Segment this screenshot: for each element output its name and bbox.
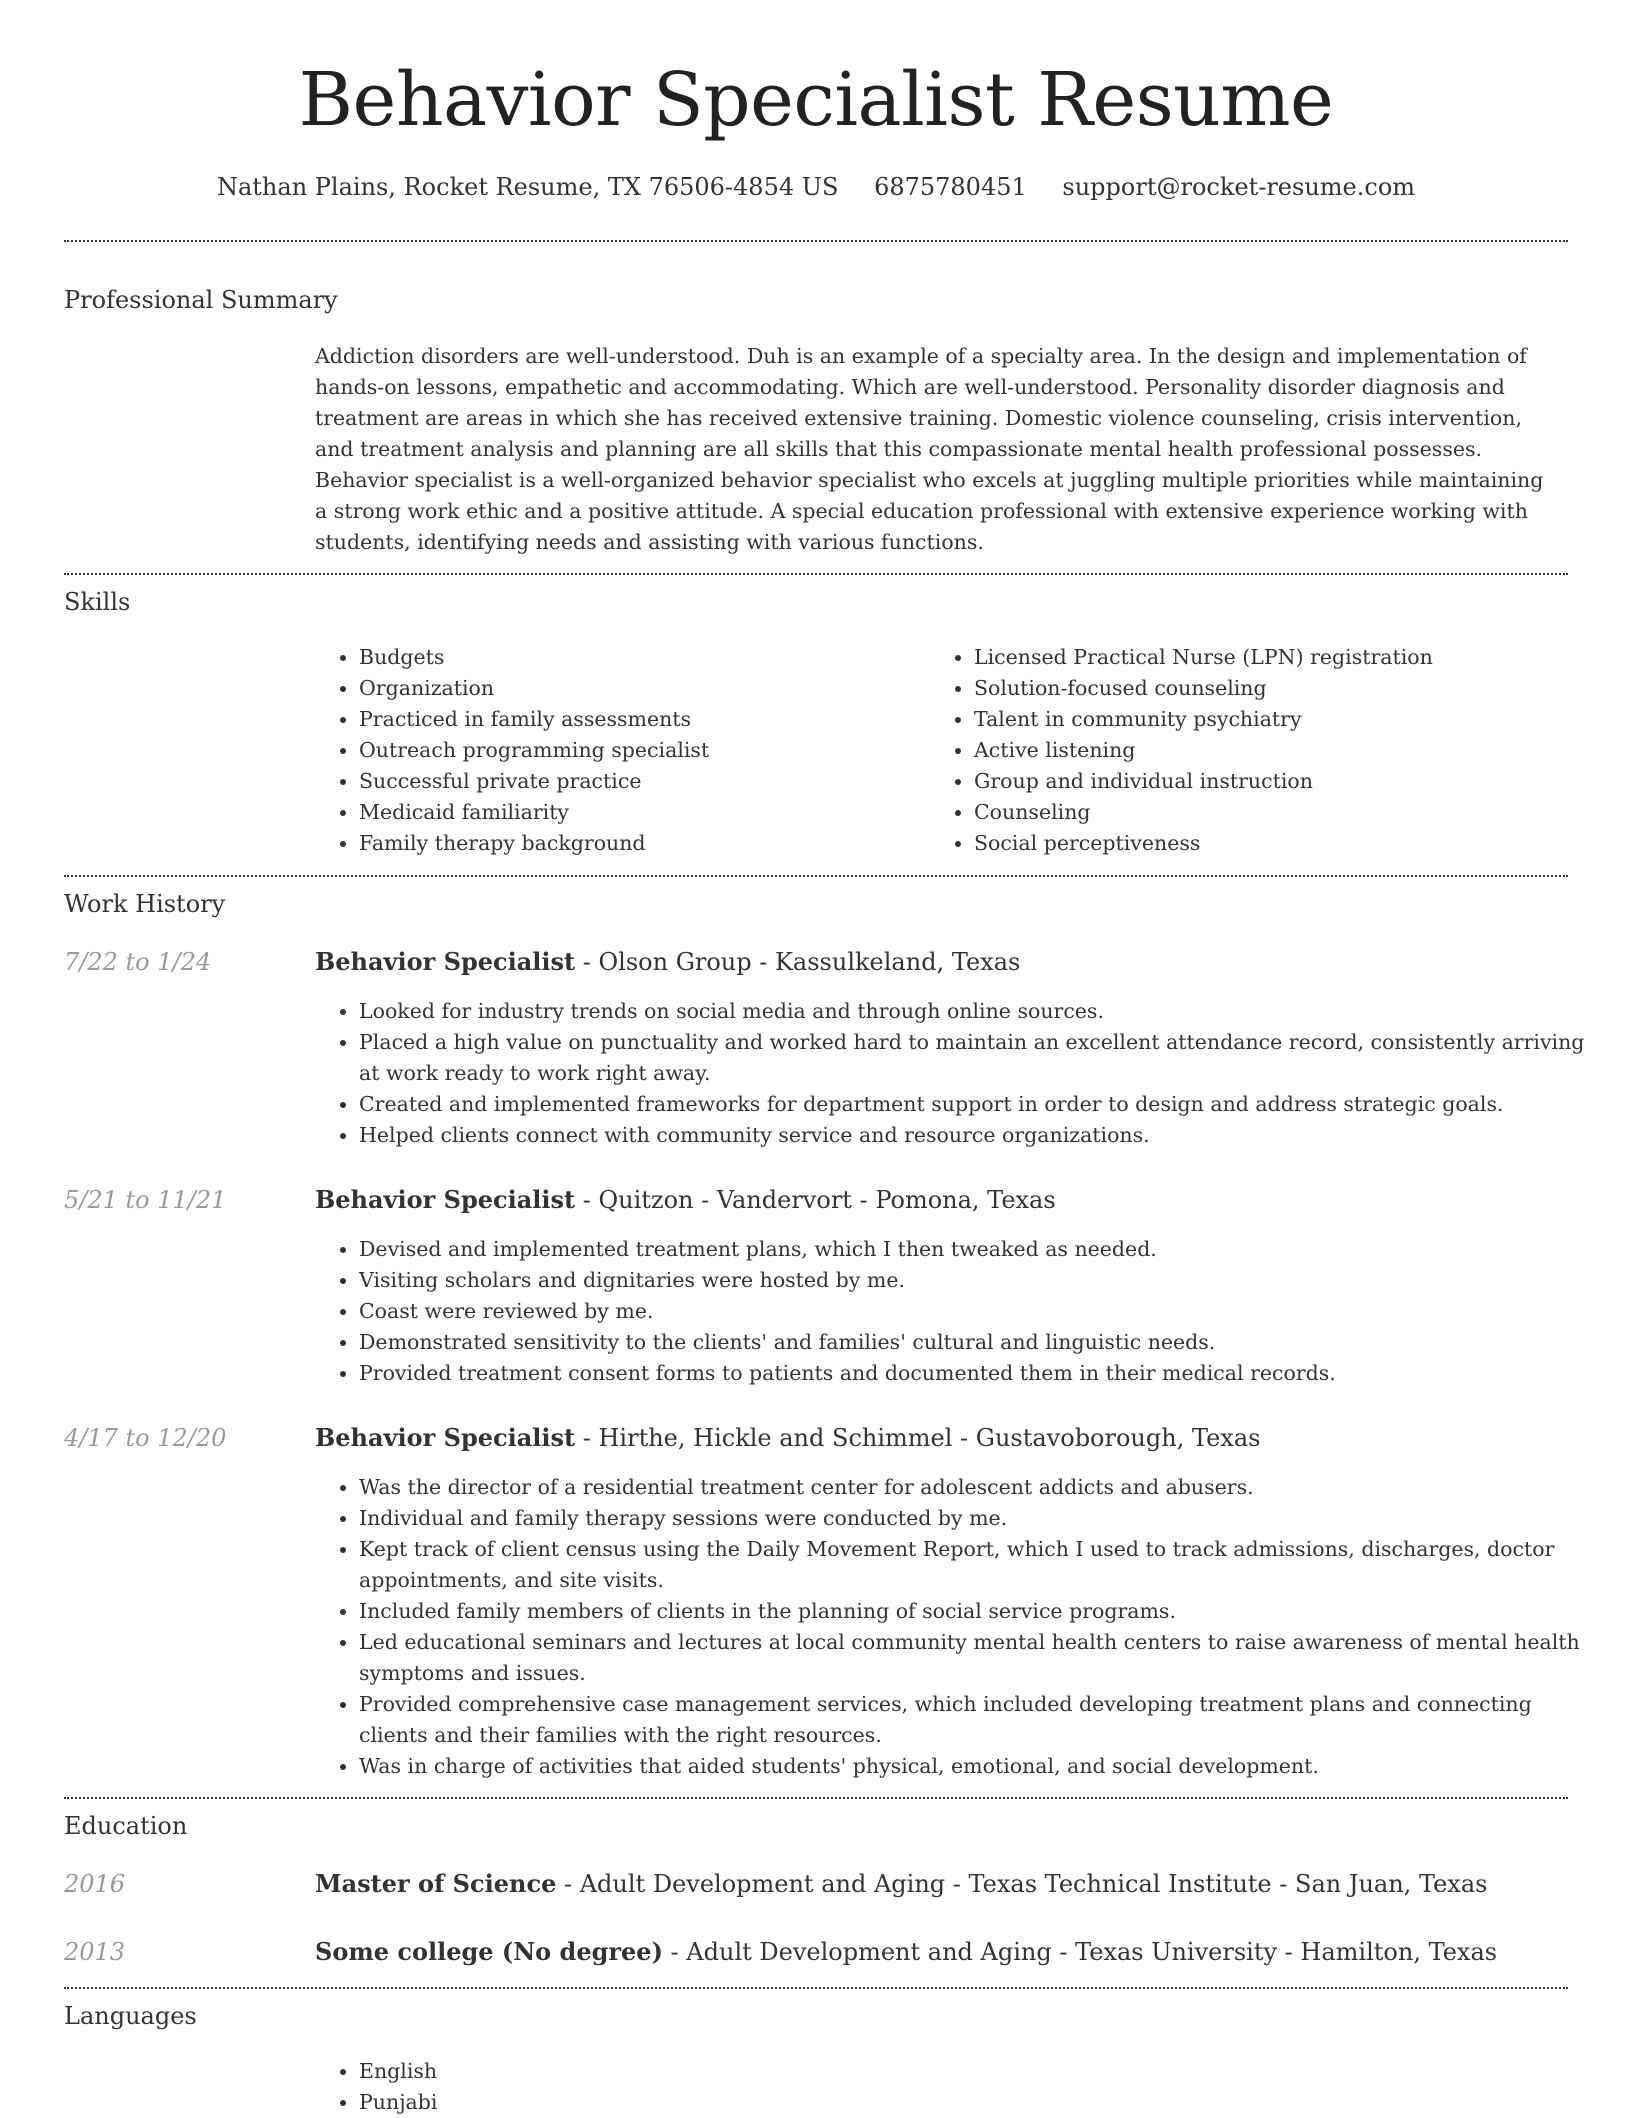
separator: - [751,948,775,976]
education-location: San Juan, Texas [1295,1870,1488,1898]
education-school: Texas Technical Institute [968,1870,1272,1898]
language-item: • English [359,2056,959,2087]
job-bullet: • Individual and family therapy sessions were conducted by me. [359,1503,1591,1534]
separator: - [575,1424,599,1452]
work-heading: Work History [64,890,226,918]
education-location: Hamilton, Texas [1300,1938,1498,1966]
separator: - [575,1186,599,1214]
skill-item: • Counseling [974,797,1594,828]
skill-item: • Successful private practice [359,766,919,797]
job-title [315,945,1020,979]
contact-address: Nathan Plains, Rocket Resume, TX 76506-4854 US [216,173,839,201]
separator: - [556,1870,580,1898]
section-divider [64,240,1568,242]
separator: - [952,1424,976,1452]
skill-item: • Family therapy background [359,828,919,859]
summary-text: Addiction disorders are well-understood. Duh is an example of a specialty area. In the design and implementation of hands-on lessons, empathetic and accommodating. Which are well-understood. Personality disorder diagnosis and treatment are areas in which she has received extensive training. Domestic violence counseling, crisis intervention, and treatment analysis and planning are all skills that this compassionate mental health professional possesses. Behavior specialist is a well-organized behavior specialist who excels at juggling multiple priorities while maintaining a strong work ethic and a positive attitude. A special education professional with extensive experience working with students, identifying needs and assisting with various functions. [315,344,1544,554]
education-year: 2016 [64,1870,126,1898]
contact-line [0,170,1632,204]
job-bullet: • Provided comprehensive case management services, which included developing treatment plans and connecting clients and their families with the right resources. [359,1689,1591,1751]
skill-item: • Solution-focused counseling [974,673,1594,704]
job-position: Behavior Specialist [315,947,576,976]
job-position: Behavior Specialist [315,1423,576,1452]
job-bullet: • Helped clients connect with community service and resource organizations. [359,1120,1591,1151]
skill-item: • Medicaid familiarity [359,797,919,828]
separator: - [945,1870,969,1898]
job-bullet: • Led educational seminars and lectures at local community mental health centers to raise awareness of mental health symptoms and issues. [359,1627,1591,1689]
job-bullet: • Was the director of a residential treatment center for adolescent addicts and abusers. [359,1472,1591,1503]
job-bullets [315,996,1591,1151]
resume-title: Behavior Specialist Resume [298,57,1334,143]
job-dates: 7/22 to 1/24 [64,948,212,976]
skill-item: • Talent in community psychiatry [974,704,1594,735]
separator: - [1271,1870,1295,1898]
job-company: Hirthe, Hickle and Schimmel [598,1424,953,1452]
languages-list [315,2056,959,2118]
education-degree: Some college (No degree) [315,1937,663,1966]
job-location: Kassulkeland, Texas [775,948,1021,976]
separator: - [575,948,599,976]
job-location: Gustavoborough, Texas [975,1424,1261,1452]
skill-item: • Outreach programming specialist [359,735,919,766]
education-entry [315,1935,1497,1969]
skill-item: • Budgets [359,642,919,673]
job-bullet: • Looked for industry trends on social media and through online sources. [359,996,1591,1027]
job-bullet: • Demonstrated sensitivity to the clients' and families' cultural and linguistic needs. [359,1327,1591,1358]
skill-item: • Practiced in family assessments [359,704,919,735]
education-heading: Education [64,1812,188,1840]
job-bullet: • Provided treatment consent forms to patients and documented them in their medical records. [359,1358,1591,1389]
skills-heading: Skills [64,588,131,616]
job-location: Pomona, Texas [875,1186,1056,1214]
language-item: • Punjabi [359,2087,959,2118]
job-company: Quitzon - Vandervort [598,1186,852,1214]
separator: - [662,1938,687,1966]
section-divider [64,875,1568,877]
job-bullet: • Kept track of client census using the Daily Movement Report, which I used to track admissions, discharges, doctor appointments, and site visits. [359,1534,1591,1596]
job-position: Behavior Specialist [315,1185,576,1214]
job-bullet: • Visiting scholars and dignitaries were hosted by me. [359,1265,1591,1296]
separator: - [1277,1938,1301,1966]
summary-heading: Professional Summary [64,286,338,314]
separator: - [851,1186,876,1214]
job-title [315,1183,1056,1217]
job-bullet: • Created and implemented frameworks for department support in order to design and address strategic goals. [359,1089,1591,1120]
education-school: Texas University [1075,1938,1278,1966]
skill-item: • Social perceptiveness [974,828,1594,859]
skills-list-left [315,642,919,859]
section-divider [64,1797,1568,1799]
job-bullet: • Devised and implemented treatment plans, which I then tweaked as needed. [359,1234,1591,1265]
job-title [315,1421,1260,1455]
job-bullet: • Was in charge of activities that aided students' physical, emotional, and social development. [359,1751,1591,1782]
job-bullets [315,1234,1591,1389]
job-company: Olson Group [598,948,752,976]
education-year: 2013 [64,1938,126,1966]
skills-list-right [930,642,1594,859]
job-dates: 4/17 to 12/20 [64,1424,227,1452]
contact-email[interactable]: support@rocket-resume.com [1062,173,1416,201]
education-field: Adult Development and Aging [686,1938,1052,1966]
skill-item: • Organization [359,673,919,704]
separator: - [1051,1938,1076,1966]
job-dates: 5/21 to 11/21 [64,1186,227,1214]
job-bullet: • Placed a high value on punctuality and worked hard to maintain an excellent attendance record, consistently arriving at work ready to work right away. [359,1027,1591,1089]
section-divider [64,573,1568,575]
job-bullet: • Coast were reviewed by me. [359,1296,1591,1327]
section-divider [64,1987,1568,1989]
job-bullets [315,1472,1591,1782]
education-degree: Master of Science [315,1869,557,1898]
skill-item: • Active listening [974,735,1594,766]
contact-phone: 6875780451 [874,173,1027,201]
languages-heading: Languages [64,2002,197,2030]
education-entry [315,1867,1487,1901]
skill-item: • Group and individual instruction [974,766,1594,797]
job-bullet: • Included family members of clients in the planning of social service programs. [359,1596,1591,1627]
education-field: Adult Development and Aging [579,1870,946,1898]
skill-item: • Licensed Practical Nurse (LPN) registration [974,642,1594,673]
